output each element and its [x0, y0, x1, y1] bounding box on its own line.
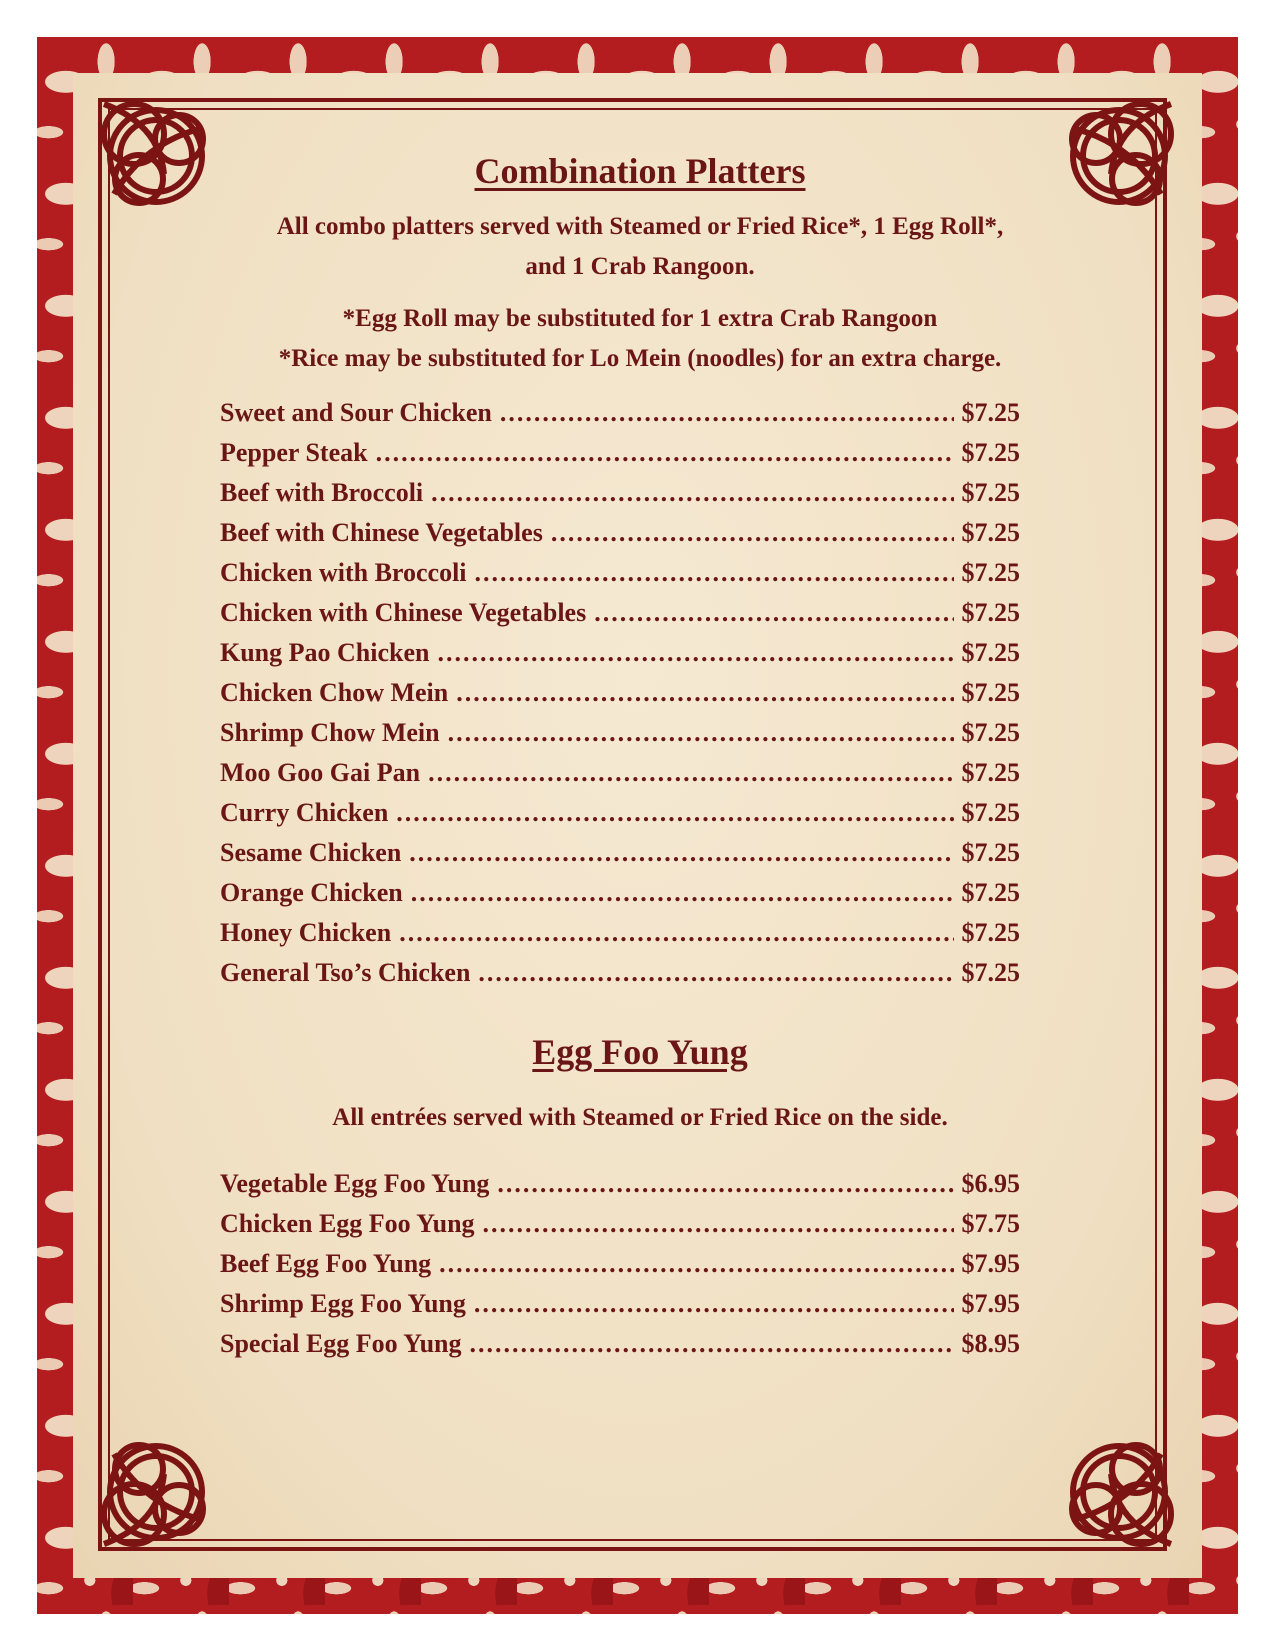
dot-leader [431, 473, 954, 513]
dot-leader [551, 513, 954, 553]
menu-item [220, 833, 1020, 873]
item-price: $7.25 [961, 758, 1020, 788]
item-name: Sesame Chicken [220, 838, 402, 868]
item-name: Honey Chicken [220, 918, 392, 948]
item-name: Shrimp Egg Foo Yung [220, 1289, 466, 1319]
menu-item [220, 953, 1020, 993]
menu-item [220, 513, 1020, 553]
item-price: $7.75 [961, 1209, 1020, 1239]
menu-item [220, 793, 1020, 833]
celtic-knot-corner-top-left [84, 84, 234, 234]
dot-leader [376, 433, 954, 473]
item-name: Vegetable Egg Foo Yung [220, 1169, 490, 1199]
dot-leader [438, 633, 955, 673]
menu-item [220, 473, 1020, 513]
dot-leader [411, 873, 954, 913]
item-price: $7.25 [961, 398, 1020, 428]
item-price: $7.25 [961, 918, 1020, 948]
menu-item [220, 633, 1020, 673]
item-name: Beef with Chinese Vegetables [220, 518, 543, 548]
dot-leader [483, 1204, 954, 1244]
item-price: $7.25 [961, 838, 1020, 868]
celtic-knot-corner-bottom-right [1041, 1414, 1191, 1564]
item-price: $7.25 [961, 638, 1020, 668]
menu-item [220, 1284, 1020, 1324]
item-name: Chicken with Broccoli [220, 558, 467, 588]
menu-item [220, 1244, 1020, 1284]
item-price: $7.25 [961, 598, 1020, 628]
combination-platters-title: Combination Platters [474, 151, 806, 191]
item-name: Sweet and Sour Chicken [220, 398, 492, 428]
dot-leader [594, 593, 954, 633]
combination-intro-line-2: and 1 Crab Rangoon. [525, 253, 755, 281]
menu-item [220, 1204, 1020, 1244]
dot-leader [409, 833, 954, 873]
item-price: $7.95 [961, 1249, 1020, 1279]
item-price: $7.25 [961, 438, 1020, 468]
combination-note-1: *Egg Roll may be substituted for 1 extra Crab Rangoon [342, 305, 938, 333]
item-name: Curry Chicken [220, 798, 389, 828]
dot-leader [399, 913, 954, 953]
item-name: Kung Pao Chicken [220, 638, 430, 668]
item-name: Shrimp Chow Mein [220, 718, 440, 748]
item-price: $7.25 [961, 478, 1020, 508]
menu-item [220, 873, 1020, 913]
menu-item [220, 393, 1020, 433]
dot-leader [456, 673, 954, 713]
menu-content [220, 150, 1060, 1364]
menu-item [220, 1164, 1020, 1204]
item-name: Chicken Chow Mein [220, 678, 449, 708]
dot-leader [497, 1164, 954, 1204]
combination-note-2: *Rice may be substituted for Lo Mein (noodles) for an extra charge. [278, 345, 1002, 373]
egg-foo-yung-intro: All entrées served with Steamed or Fried Rice on the side. [332, 1104, 948, 1132]
dot-leader [470, 1324, 954, 1364]
item-price: $7.25 [961, 558, 1020, 588]
dot-leader [448, 713, 954, 753]
item-price: $7.25 [961, 958, 1020, 988]
dot-leader [428, 753, 954, 793]
menu-item [220, 673, 1020, 713]
item-name: Special Egg Foo Yung [220, 1329, 462, 1359]
menu-item [220, 1324, 1020, 1364]
item-name: Beef with Broccoli [220, 478, 424, 508]
item-price: $7.25 [961, 678, 1020, 708]
item-name: Beef Egg Foo Yung [220, 1249, 432, 1279]
combination-intro-line-1: All combo platters served with Steamed or Fried Rice*, 1 Egg Roll*, [276, 213, 1004, 241]
item-price: $8.95 [961, 1329, 1020, 1359]
item-name: Chicken Egg Foo Yung [220, 1209, 475, 1239]
menu-item [220, 713, 1020, 753]
item-name: Chicken with Chinese Vegetables [220, 598, 587, 628]
menu-item [220, 553, 1020, 593]
menu-item [220, 433, 1020, 473]
dot-leader [500, 393, 954, 433]
item-name: Moo Goo Gai Pan [220, 758, 421, 788]
item-name: General Tso’s Chicken [220, 958, 471, 988]
item-price: $6.95 [961, 1169, 1020, 1199]
item-price: $7.95 [961, 1289, 1020, 1319]
item-name: Orange Chicken [220, 878, 403, 908]
menu-item [220, 913, 1020, 953]
celtic-knot-corner-bottom-left [84, 1414, 234, 1564]
dot-leader [396, 793, 954, 833]
celtic-knot-corner-top-right [1041, 84, 1191, 234]
item-name: Pepper Steak [220, 438, 368, 468]
dot-leader [439, 1244, 954, 1284]
combination-items-list [220, 393, 1020, 993]
egg-foo-yung-title: Egg Foo Yung [532, 1032, 748, 1073]
menu-item [220, 753, 1020, 793]
item-price: $7.25 [961, 798, 1020, 828]
item-price: $7.25 [961, 878, 1020, 908]
item-price: $7.25 [961, 718, 1020, 748]
item-price: $7.25 [961, 518, 1020, 548]
menu-item [220, 593, 1020, 633]
dot-leader [475, 553, 954, 593]
egg-foo-yung-items-list [220, 1164, 1020, 1364]
dot-leader [478, 953, 954, 993]
dot-leader [474, 1284, 954, 1324]
